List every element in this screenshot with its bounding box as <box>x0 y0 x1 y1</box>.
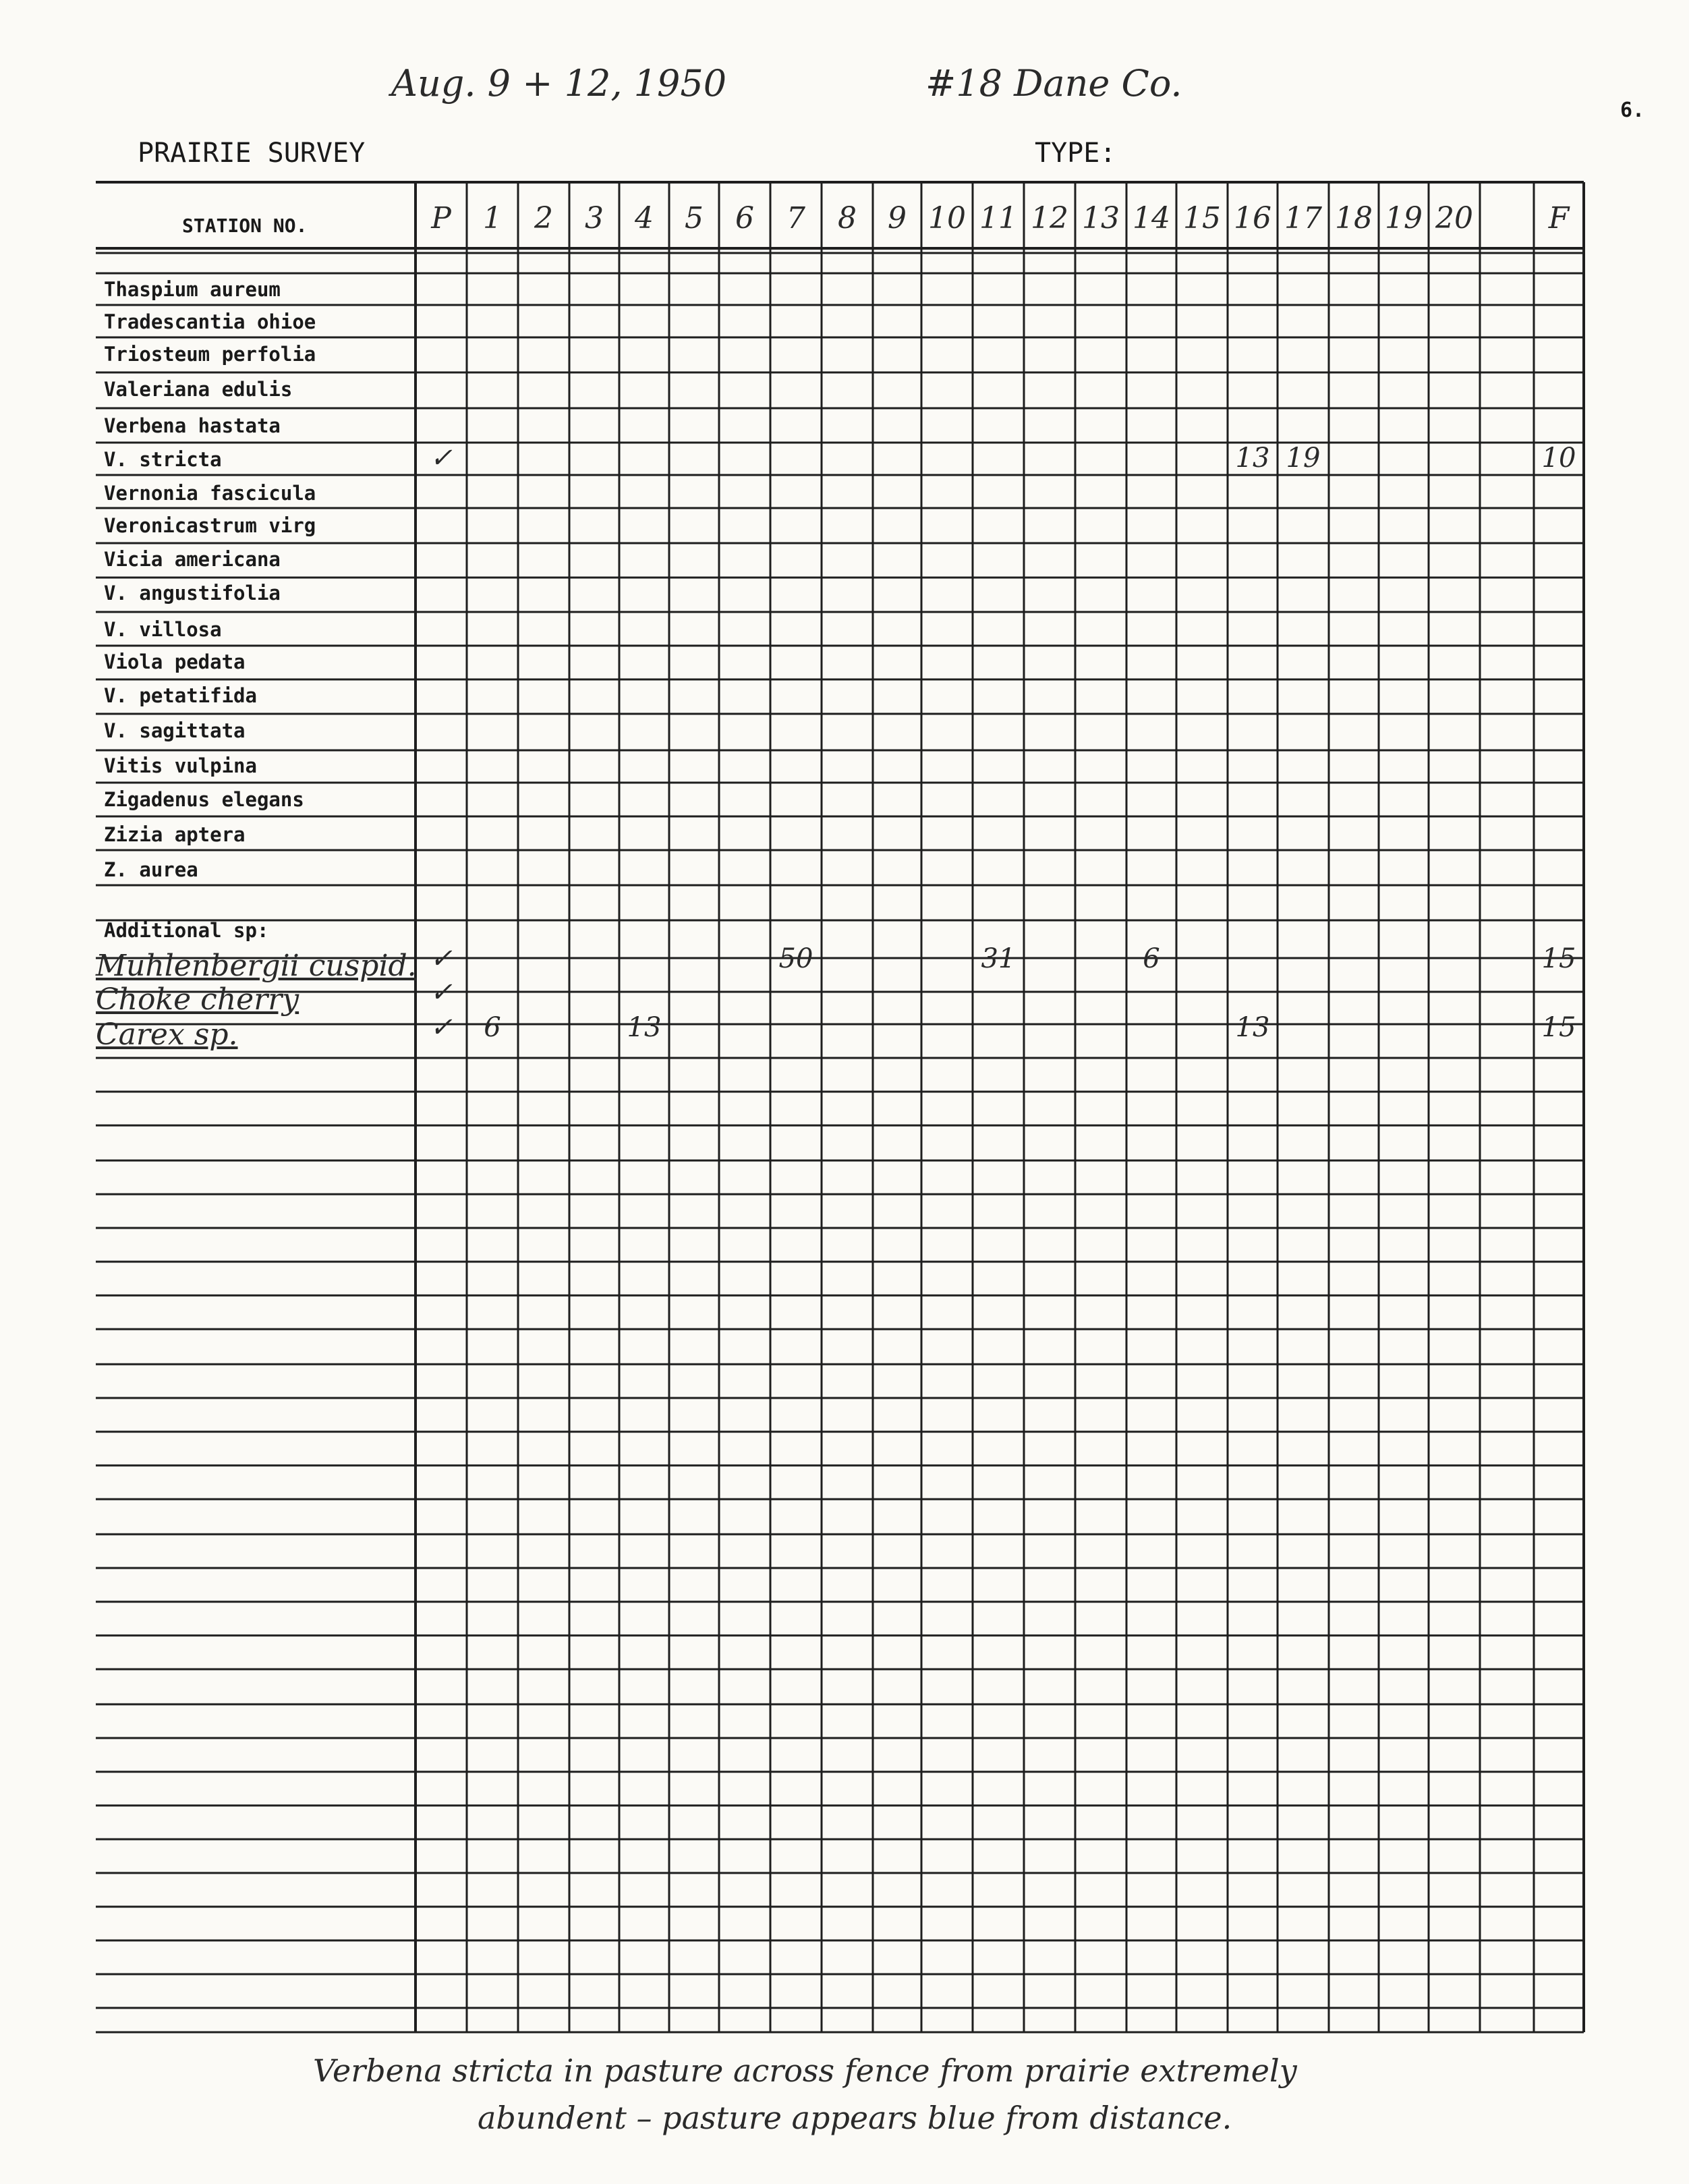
station-column-header: 14 <box>1133 201 1170 235</box>
station-column-header: 1 <box>483 201 502 235</box>
station-label: STATION NO. <box>182 215 308 237</box>
additional-species-name: Muhlenbergii cuspid. <box>96 949 417 983</box>
station-column-header: 19 <box>1385 201 1423 235</box>
species-label: V. stricta <box>104 448 222 471</box>
form-title: PRAIRIE SURVEY <box>138 138 366 169</box>
species-label: Zizia aptera <box>104 823 246 846</box>
frequency-entry: 10 <box>1541 443 1576 474</box>
presence-check-icon: ✓ <box>430 943 453 974</box>
species-label: Vitis vulpina <box>104 754 257 777</box>
species-label: Thaspium aureum <box>104 278 281 301</box>
station-column-header: 12 <box>1031 201 1068 235</box>
station-column-header: 13 <box>1082 201 1120 235</box>
survey-date: Aug. 9 + 12, 1950 <box>391 62 727 105</box>
species-label: Z. aurea <box>104 858 198 881</box>
species-label: Verbena hastata <box>104 414 281 437</box>
station-column-header: 16 <box>1234 201 1271 235</box>
station-column-header: 11 <box>979 201 1017 235</box>
frequency-entry: 50 <box>778 943 813 974</box>
station-column-header: 10 <box>928 201 966 235</box>
station-column-header: 5 <box>685 201 704 235</box>
species-label: V. sagittata <box>104 719 246 742</box>
species-label: Vernonia fascicula <box>104 482 316 505</box>
frequency-entry: 6 <box>1143 943 1160 974</box>
presence-check-icon: ✓ <box>430 1012 453 1043</box>
frequency-entry: 13 <box>1235 443 1270 474</box>
frequency-entry: 15 <box>1541 943 1576 974</box>
additional-species-name: Choke cherry <box>96 982 299 1017</box>
field-note-line-1: Verbena stricta in pasture across fence from prairie extremely <box>313 2052 1297 2089</box>
station-column-header: P <box>431 201 451 235</box>
frequency-entry: 13 <box>627 1012 662 1043</box>
station-column-header: 8 <box>838 201 857 235</box>
frequency-entry: 31 <box>981 943 1016 974</box>
additional-species-label: Additional sp: <box>104 919 269 942</box>
station-column-header: 7 <box>786 201 805 235</box>
station-column-header: 18 <box>1335 201 1373 235</box>
species-label: Vicia americana <box>104 548 281 571</box>
additional-species-name: Carex sp. <box>96 1017 238 1052</box>
species-label: Veronicastrum virg <box>104 514 316 537</box>
station-column-header: 4 <box>635 201 654 235</box>
field-note-line-2: abundent – pasture appears blue from distance. <box>478 2100 1232 2136</box>
station-column-header: 2 <box>534 201 553 235</box>
station-column-header: F <box>1548 201 1570 235</box>
species-label: Valeriana edulis <box>104 378 293 401</box>
station-column-header: 15 <box>1183 201 1221 235</box>
station-column-header: 6 <box>735 201 754 235</box>
frequency-entry: 19 <box>1286 443 1321 474</box>
species-label: Zigadenus elegans <box>104 788 304 811</box>
species-label: Viola pedata <box>104 650 246 673</box>
type-label: TYPE: <box>1035 138 1116 169</box>
frequency-entry: 15 <box>1541 1012 1576 1043</box>
presence-check-icon: ✓ <box>430 977 453 1008</box>
station-column-header: 17 <box>1284 201 1322 235</box>
station-column-header: 3 <box>585 201 604 235</box>
station-column-header: 20 <box>1435 201 1473 235</box>
site-label: #18 Dane Co. <box>925 62 1182 105</box>
species-label: Triosteum perfolia <box>104 343 316 366</box>
presence-check-icon: ✓ <box>430 443 453 474</box>
species-label: V. angustifolia <box>104 582 281 605</box>
frequency-entry: 6 <box>484 1012 501 1043</box>
species-label: V. petatifida <box>104 684 257 707</box>
page-number: 6. <box>1620 99 1645 122</box>
species-label: V. villosa <box>104 618 222 641</box>
station-column-header: 9 <box>888 201 907 235</box>
species-label: Tradescantia ohioe <box>104 310 316 333</box>
frequency-entry: 13 <box>1235 1012 1270 1043</box>
